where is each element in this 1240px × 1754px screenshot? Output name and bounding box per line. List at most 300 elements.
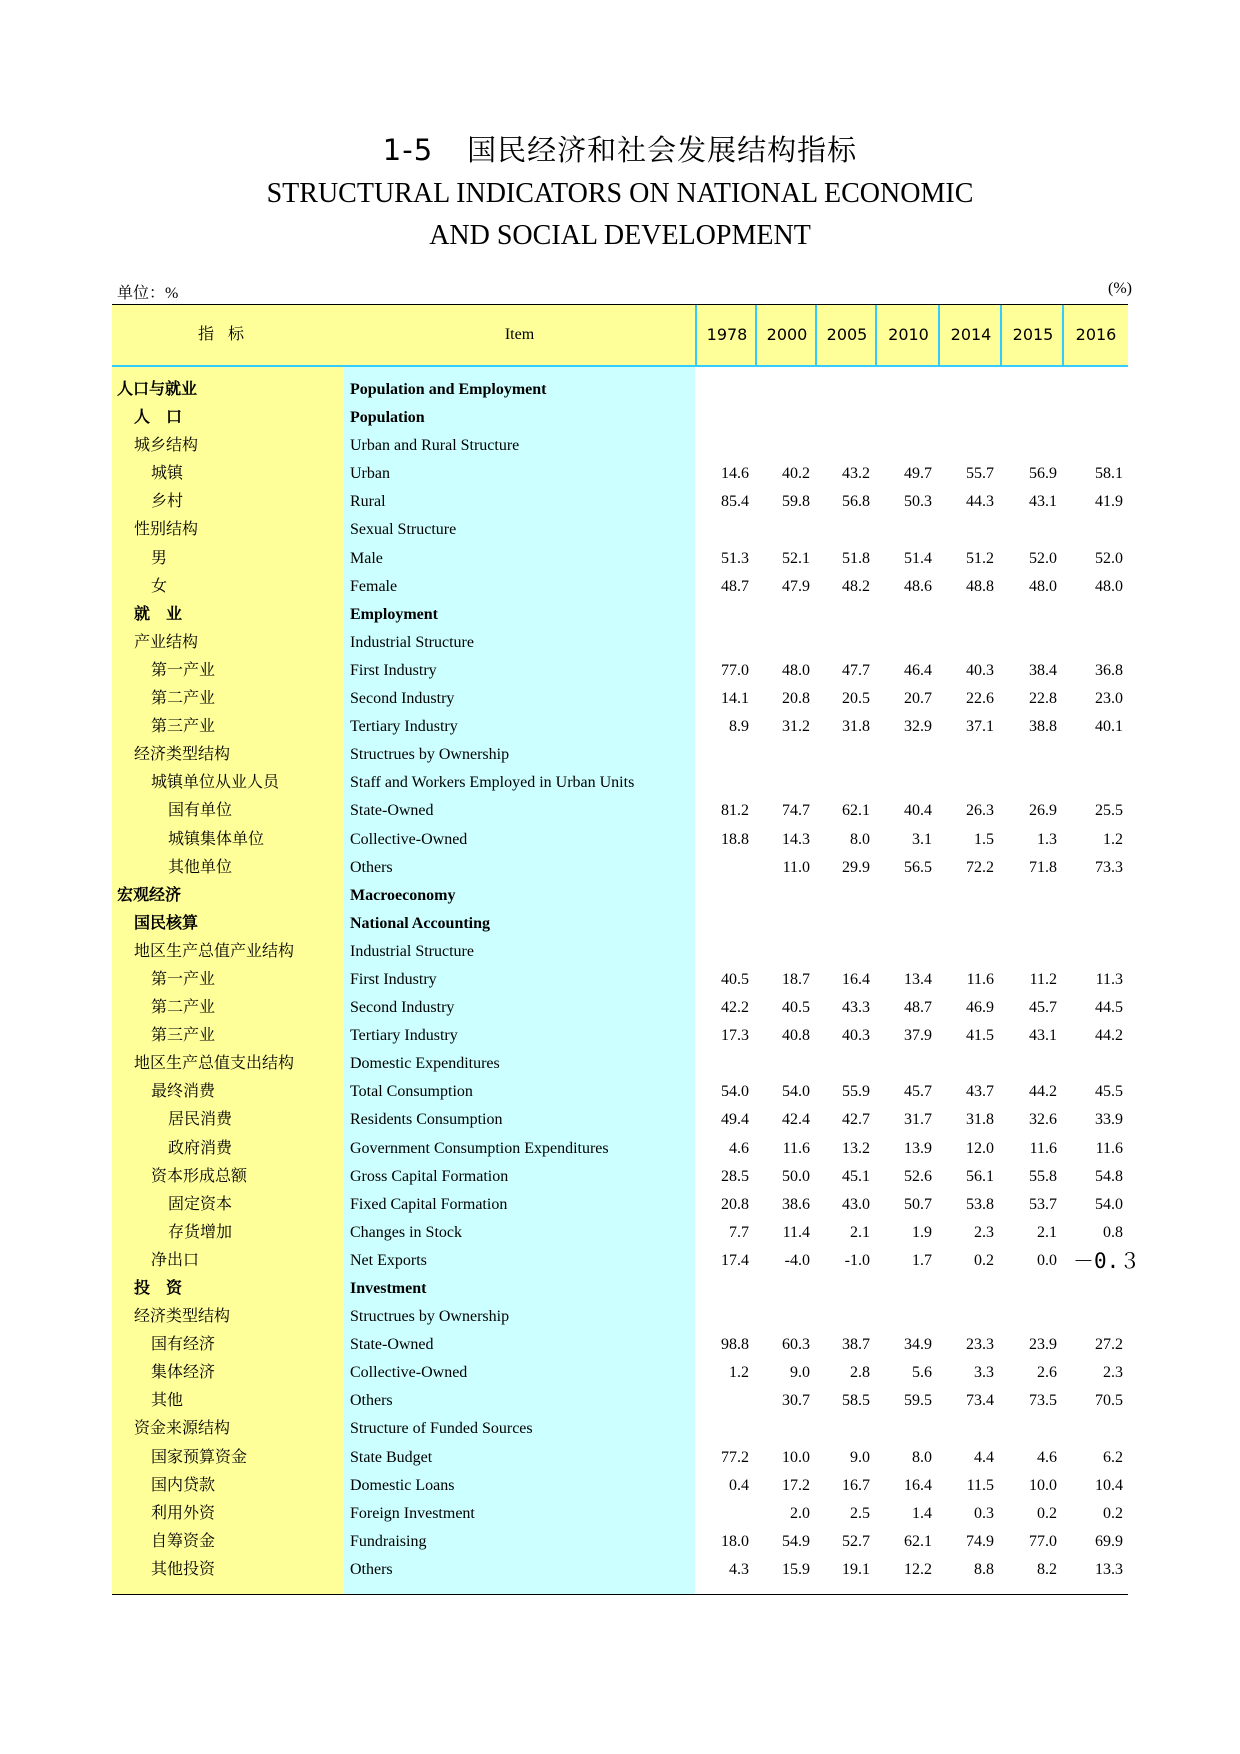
item-english: Male [350, 549, 383, 567]
value-cell: 13.4 [904, 970, 932, 988]
indicator-chinese: 其他 [151, 1392, 184, 1410]
table-row [112, 685, 1128, 713]
value-cell: 47.7 [842, 661, 870, 679]
header-year: 2005 [815, 305, 877, 365]
table-row [112, 1247, 1141, 1275]
value-cell: 26.3 [966, 802, 994, 820]
table-row [112, 460, 1128, 488]
value-cell: 18.8 [721, 830, 749, 848]
value-cell: 0.2 [1103, 1504, 1123, 1522]
value-cell: 45.7 [1029, 999, 1057, 1017]
indicator-chinese: 第三产业 [151, 718, 216, 736]
header-year: 2016 [1062, 305, 1128, 365]
item-english: Domestic Loans [350, 1476, 455, 1494]
indicator-chinese: 女 [151, 577, 168, 595]
value-cell: 69.9 [1095, 1532, 1123, 1550]
table-row [112, 1219, 1128, 1247]
table-row [112, 769, 1128, 797]
indicator-chinese: 地区生产总值支出结构 [134, 1055, 295, 1073]
value-cell: 48.8 [966, 577, 994, 595]
table-row [112, 797, 1128, 825]
value-cell: 49.7 [904, 465, 932, 483]
value-cell: 25.5 [1095, 802, 1123, 820]
value-cell: 37.9 [904, 1027, 932, 1045]
value-cell: 29.9 [842, 858, 870, 876]
table-row [112, 573, 1128, 601]
value-cell: 43.3 [842, 999, 870, 1017]
value-cell: 51.4 [904, 549, 932, 567]
item-english: Collective-Owned [350, 830, 468, 848]
value-cell: 8.8 [974, 1560, 994, 1578]
header-indicator: 指标 [112, 305, 344, 365]
value-cell: 1.2 [1103, 830, 1123, 848]
value-cell: 51.3 [721, 549, 749, 567]
value-cell: 70.5 [1095, 1392, 1123, 1410]
value-cell: 59.5 [904, 1392, 932, 1410]
value-cell: 72.2 [966, 858, 994, 876]
item-english: Investment [350, 1280, 427, 1297]
item-english: Sexual Structure [350, 521, 457, 539]
value-cell: 18.7 [782, 970, 810, 988]
table-row [112, 938, 1128, 966]
value-cell: 13.2 [842, 1139, 870, 1157]
value-cell: 14.1 [721, 690, 749, 708]
value-cell: 48.7 [904, 999, 932, 1017]
value-cell: 38.6 [782, 1195, 810, 1213]
value-cell: 48.7 [721, 577, 749, 595]
indicator-chinese: 国民核算 [134, 914, 199, 932]
value-cell: 73.3 [1095, 858, 1123, 876]
indicator-chinese: 就 业 [134, 605, 183, 623]
indicator-chinese: 产业结构 [134, 633, 199, 651]
indicator-chinese: 经济类型结构 [134, 746, 231, 764]
item-english: Government Consumption Expenditures [350, 1139, 609, 1157]
item-english: Others [350, 1392, 393, 1410]
value-cell: 52.6 [904, 1167, 932, 1185]
value-cell: 19.1 [842, 1560, 870, 1578]
table-number: 1-5 [382, 133, 434, 167]
header-year: 2000 [755, 305, 817, 365]
value-cell: 55.7 [966, 465, 994, 483]
table-row [112, 601, 1128, 629]
item-english: Structrues by Ownership [350, 746, 510, 764]
indicator-chinese: 集体经济 [151, 1364, 216, 1382]
item-english: Tertiary Industry [350, 718, 458, 736]
indicator-chinese: 最终消费 [151, 1083, 216, 1101]
value-cell: -1.0 [844, 1251, 870, 1269]
value-cell: 14.3 [782, 830, 810, 848]
value-cell: 17.3 [721, 1027, 749, 1045]
value-cell: 43.7 [966, 1083, 994, 1101]
value-cell: 20.7 [904, 690, 932, 708]
value-cell: 41.5 [966, 1027, 994, 1045]
value-cell: －0.３ [1073, 1248, 1141, 1273]
value-cell: 20.8 [782, 690, 810, 708]
value-cell: 20.5 [842, 690, 870, 708]
page-title-english-line1: STRUCTURAL INDICATORS ON NATIONAL ECONOMIC [266, 178, 974, 209]
header-year: 1978 [695, 305, 757, 365]
value-cell: 49.4 [721, 1111, 749, 1129]
item-english: Macroeconomy [350, 886, 456, 904]
table-row [112, 657, 1128, 685]
value-cell: 13.9 [904, 1139, 932, 1157]
indicator-chinese: 第三产业 [151, 1027, 216, 1045]
value-cell: 43.2 [842, 465, 870, 483]
value-cell: 85.4 [721, 493, 749, 511]
item-english: Female [350, 577, 398, 595]
value-cell: 37.1 [966, 718, 994, 736]
value-cell: 50.0 [782, 1167, 810, 1185]
indicator-chinese: 利用外资 [151, 1504, 216, 1522]
value-cell: 52.7 [842, 1532, 870, 1550]
value-cell: 32.9 [904, 718, 932, 736]
value-cell: 23.9 [1029, 1336, 1057, 1354]
value-cell: 55.9 [842, 1083, 870, 1101]
item-english: Urban and Rural Structure [350, 437, 520, 455]
indicator-chinese: 地区生产总值产业结构 [134, 942, 295, 960]
item-english: Others [350, 1560, 393, 1578]
value-cell: 30.7 [782, 1392, 810, 1410]
item-english: Population and Employment [350, 381, 547, 398]
table-bottom-rule [112, 1594, 1128, 1595]
value-cell: 1.9 [912, 1223, 932, 1241]
table-row [112, 994, 1128, 1022]
indicator-chinese: 城镇集体单位 [168, 830, 265, 848]
table-row [112, 1387, 1128, 1415]
value-cell: 42.4 [782, 1111, 810, 1129]
table-row [112, 488, 1128, 516]
value-cell: 8.2 [1037, 1560, 1057, 1578]
table-row [112, 1275, 1128, 1303]
indicator-chinese: 第二产业 [151, 690, 216, 708]
value-cell: 28.5 [721, 1167, 749, 1185]
value-cell: 32.6 [1029, 1111, 1057, 1129]
value-cell: 52.0 [1029, 549, 1057, 567]
value-cell: 74.7 [782, 802, 810, 820]
item-english: Employment [350, 605, 438, 623]
table-row [112, 1331, 1128, 1359]
value-cell: 31.7 [904, 1111, 932, 1129]
value-cell: 48.2 [842, 577, 870, 595]
page-title-chinese [0, 128, 1240, 169]
table-row [112, 1500, 1128, 1528]
value-cell: 26.9 [1029, 802, 1057, 820]
value-cell: 36.8 [1095, 661, 1123, 679]
value-cell: 56.1 [966, 1167, 994, 1185]
item-english: Population [350, 409, 425, 427]
table-header [112, 304, 1128, 367]
value-cell: 34.9 [904, 1336, 932, 1354]
value-cell: 38.4 [1029, 661, 1057, 679]
value-cell: 16.4 [842, 970, 870, 988]
value-cell: 2.1 [1037, 1223, 1057, 1241]
indicator-chinese: 国家预算资金 [151, 1448, 248, 1466]
value-cell: 13.3 [1095, 1560, 1123, 1578]
indicator-chinese: 人 口 [134, 409, 183, 427]
value-cell: 59.8 [782, 493, 810, 511]
value-cell: 8.0 [912, 1448, 932, 1466]
value-cell: 8.0 [850, 830, 870, 848]
value-cell: 4.4 [974, 1448, 994, 1466]
table-row [112, 882, 1128, 910]
table-row [112, 1106, 1128, 1134]
value-cell: 0.2 [1037, 1504, 1057, 1522]
value-cell: 54.0 [1095, 1195, 1123, 1213]
value-cell: 0.4 [729, 1476, 749, 1494]
value-cell: 56.9 [1029, 465, 1057, 483]
value-cell: 31.2 [782, 718, 810, 736]
table-row [112, 404, 1128, 432]
value-cell: 51.8 [842, 549, 870, 567]
indicator-chinese: 资本形成总额 [151, 1167, 248, 1185]
value-cell: 1.3 [1037, 830, 1057, 848]
value-cell: 11.4 [782, 1223, 810, 1241]
value-cell: 71.8 [1029, 858, 1057, 876]
indicator-chinese: 经济类型结构 [134, 1308, 231, 1326]
indicator-chinese: 宏观经济 [117, 886, 182, 904]
header-year: 2010 [875, 305, 940, 365]
value-cell: 54.0 [721, 1083, 749, 1101]
item-english: Second Industry [350, 690, 455, 708]
value-cell: 2.5 [850, 1504, 870, 1522]
indicator-chinese: 城镇单位从业人员 [151, 774, 280, 792]
value-cell: 56.8 [842, 493, 870, 511]
table-row [112, 1163, 1128, 1191]
value-cell: 38.7 [842, 1336, 870, 1354]
indicator-chinese: 城乡结构 [134, 437, 199, 455]
table-row [112, 1050, 1128, 1078]
value-cell: 40.5 [721, 970, 749, 988]
value-cell: 16.7 [842, 1476, 870, 1494]
value-cell: 77.0 [721, 661, 749, 679]
table-row [112, 826, 1128, 854]
value-cell: 2.1 [850, 1223, 870, 1241]
value-cell: 11.2 [1029, 970, 1057, 988]
indicator-chinese: 资金来源结构 [134, 1420, 231, 1438]
value-cell: 10.0 [782, 1448, 810, 1466]
value-cell: 52.0 [1095, 549, 1123, 567]
table-row [112, 1444, 1128, 1472]
indicator-chinese: 第二产业 [151, 999, 216, 1017]
value-cell: 40.1 [1095, 718, 1123, 736]
table-row [112, 1472, 1128, 1500]
value-cell: 2.0 [790, 1504, 810, 1522]
table-row [112, 966, 1128, 994]
table-row [112, 1359, 1128, 1387]
value-cell: 3.3 [974, 1364, 994, 1382]
value-cell: 0.8 [1103, 1223, 1123, 1241]
value-cell: -4.0 [784, 1251, 810, 1269]
value-cell: 11.6 [966, 970, 994, 988]
table-row [112, 1022, 1128, 1050]
value-cell: 44.5 [1095, 999, 1123, 1017]
unit-label-english: (%) [1108, 280, 1132, 297]
value-cell: 11.6 [782, 1139, 810, 1157]
value-cell: 73.5 [1029, 1392, 1057, 1410]
indicator-chinese: 政府消费 [168, 1139, 233, 1157]
table-row [112, 545, 1128, 573]
item-english: State-Owned [350, 1336, 434, 1354]
value-cell: 55.8 [1029, 1167, 1057, 1185]
table-row [112, 910, 1128, 938]
header-item: Item [344, 305, 695, 365]
indicator-chinese: 固定资本 [168, 1195, 233, 1213]
value-cell: 5.6 [912, 1364, 932, 1382]
value-cell: 40.4 [904, 802, 932, 820]
value-cell: 40.2 [782, 465, 810, 483]
value-cell: 33.9 [1095, 1111, 1123, 1129]
value-cell: 1.5 [974, 830, 994, 848]
title-chinese-text: 国民经济和社会发展结构指标 [467, 133, 858, 167]
item-english: First Industry [350, 970, 437, 988]
value-cell: 11.5 [966, 1476, 994, 1494]
value-cell: 62.1 [842, 802, 870, 820]
table-body [112, 376, 1141, 1584]
item-english: Fundraising [350, 1532, 427, 1550]
indicator-chinese: 城镇 [151, 465, 184, 483]
value-cell: 4.3 [729, 1560, 749, 1578]
value-cell: 58.1 [1095, 465, 1123, 483]
item-english: Others [350, 858, 393, 876]
item-english: Industrial Structure [350, 942, 474, 960]
value-cell: 54.0 [782, 1083, 810, 1101]
item-english: Structure of Funded Sources [350, 1420, 533, 1438]
value-cell: 42.7 [842, 1111, 870, 1129]
value-cell: 27.2 [1095, 1336, 1123, 1354]
value-cell: 12.0 [966, 1139, 994, 1157]
indicator-chinese: 国有经济 [151, 1336, 216, 1354]
item-english: Gross Capital Formation [350, 1167, 509, 1185]
value-cell: 10.4 [1095, 1476, 1123, 1494]
table-row [112, 1191, 1128, 1219]
value-cell: 74.9 [966, 1532, 994, 1550]
table-row [112, 1415, 1128, 1443]
value-cell: 11.0 [782, 858, 810, 876]
item-english: Total Consumption [350, 1083, 473, 1101]
value-cell: 0.0 [1037, 1251, 1057, 1269]
table-row [112, 713, 1128, 741]
value-cell: 2.3 [974, 1223, 994, 1241]
item-english: National Accounting [350, 914, 491, 932]
value-cell: 6.2 [1103, 1448, 1123, 1466]
value-cell: 54.9 [782, 1532, 810, 1550]
table-row [112, 1303, 1128, 1331]
value-cell: 40.3 [966, 661, 994, 679]
value-cell: 1.7 [912, 1251, 932, 1269]
value-cell: 81.2 [721, 802, 749, 820]
value-cell: 14.6 [721, 465, 749, 483]
indicator-chinese: 国内贷款 [151, 1476, 216, 1494]
value-cell: 45.7 [904, 1083, 932, 1101]
item-english: Domestic Expenditures [350, 1055, 500, 1073]
item-english: First Industry [350, 661, 437, 679]
table-row [112, 516, 1128, 544]
indicator-chinese: 性别结构 [134, 521, 199, 539]
value-cell: 2.3 [1103, 1364, 1123, 1382]
value-cell: 17.4 [721, 1251, 749, 1269]
item-english: Tertiary Industry [350, 1027, 458, 1045]
header-year: 2014 [938, 305, 1002, 365]
value-cell: 7.7 [729, 1223, 749, 1241]
indicator-chinese: 男 [151, 549, 168, 567]
value-cell: 8.9 [729, 718, 749, 736]
value-cell: 16.4 [904, 1476, 932, 1494]
value-cell: 53.7 [1029, 1195, 1057, 1213]
value-cell: 48.0 [782, 661, 810, 679]
value-cell: 52.1 [782, 549, 810, 567]
unit-label: 单位：% [117, 285, 179, 302]
value-cell: 45.5 [1095, 1083, 1123, 1101]
value-cell: 1.2 [729, 1364, 749, 1382]
value-cell: 46.4 [904, 661, 932, 679]
item-english: Collective-Owned [350, 1364, 468, 1382]
value-cell: 56.5 [904, 858, 932, 876]
value-cell: 1.4 [912, 1504, 932, 1522]
value-cell: 20.8 [721, 1195, 749, 1213]
page-title-english-line2: AND SOCIAL DEVELOPMENT [429, 220, 811, 251]
value-cell: 11.6 [1095, 1139, 1123, 1157]
header-year: 2015 [1000, 305, 1064, 365]
item-english: Staff and Workers Employed in Urban Units [350, 774, 635, 792]
value-cell: 40.8 [782, 1027, 810, 1045]
value-cell: 23.3 [966, 1336, 994, 1354]
indicator-chinese: 第一产业 [151, 970, 216, 988]
value-cell: 58.5 [842, 1392, 870, 1410]
value-cell: 9.0 [790, 1364, 810, 1382]
value-cell: 23.0 [1095, 690, 1123, 708]
value-cell: 44.3 [966, 493, 994, 511]
table-row [112, 376, 1128, 404]
indicator-chinese: 第一产业 [151, 661, 216, 679]
value-cell: 4.6 [729, 1139, 749, 1157]
value-cell: 73.4 [966, 1392, 994, 1410]
value-cell: 38.8 [1029, 718, 1057, 736]
value-cell: 31.8 [842, 718, 870, 736]
value-cell: 40.5 [782, 999, 810, 1017]
table-row [112, 1528, 1128, 1556]
value-cell: 53.8 [966, 1195, 994, 1213]
indicator-chinese: 人口与就业 [117, 381, 198, 398]
value-cell: 40.3 [842, 1027, 870, 1045]
value-cell: 62.1 [904, 1532, 932, 1550]
value-cell: 11.6 [1029, 1139, 1057, 1157]
value-cell: 41.9 [1095, 493, 1123, 511]
value-cell: 50.7 [904, 1195, 932, 1213]
item-english: Changes in Stock [350, 1223, 462, 1241]
item-english: Net Exports [350, 1251, 427, 1269]
indicator-chinese: 居民消费 [168, 1111, 233, 1129]
value-cell: 22.6 [966, 690, 994, 708]
value-cell: 2.6 [1037, 1364, 1057, 1382]
value-cell: 48.6 [904, 577, 932, 595]
indicator-chinese: 乡村 [151, 493, 184, 511]
item-english: Foreign Investment [350, 1504, 475, 1522]
value-cell: 2.8 [850, 1364, 870, 1382]
table-row [112, 1078, 1128, 1106]
value-cell: 77.2 [721, 1448, 749, 1466]
indicator-chinese: 存货增加 [168, 1223, 233, 1241]
indicator-chinese: 自筹资金 [151, 1532, 216, 1550]
value-cell: 4.6 [1037, 1448, 1057, 1466]
table-row [112, 629, 1128, 657]
item-english: Structrues by Ownership [350, 1308, 510, 1326]
value-cell: 12.2 [904, 1560, 932, 1578]
item-english: Residents Consumption [350, 1111, 503, 1129]
value-cell: 54.8 [1095, 1167, 1123, 1185]
value-cell: 17.2 [782, 1476, 810, 1494]
value-cell: 0.3 [974, 1504, 994, 1522]
value-cell: 50.3 [904, 493, 932, 511]
